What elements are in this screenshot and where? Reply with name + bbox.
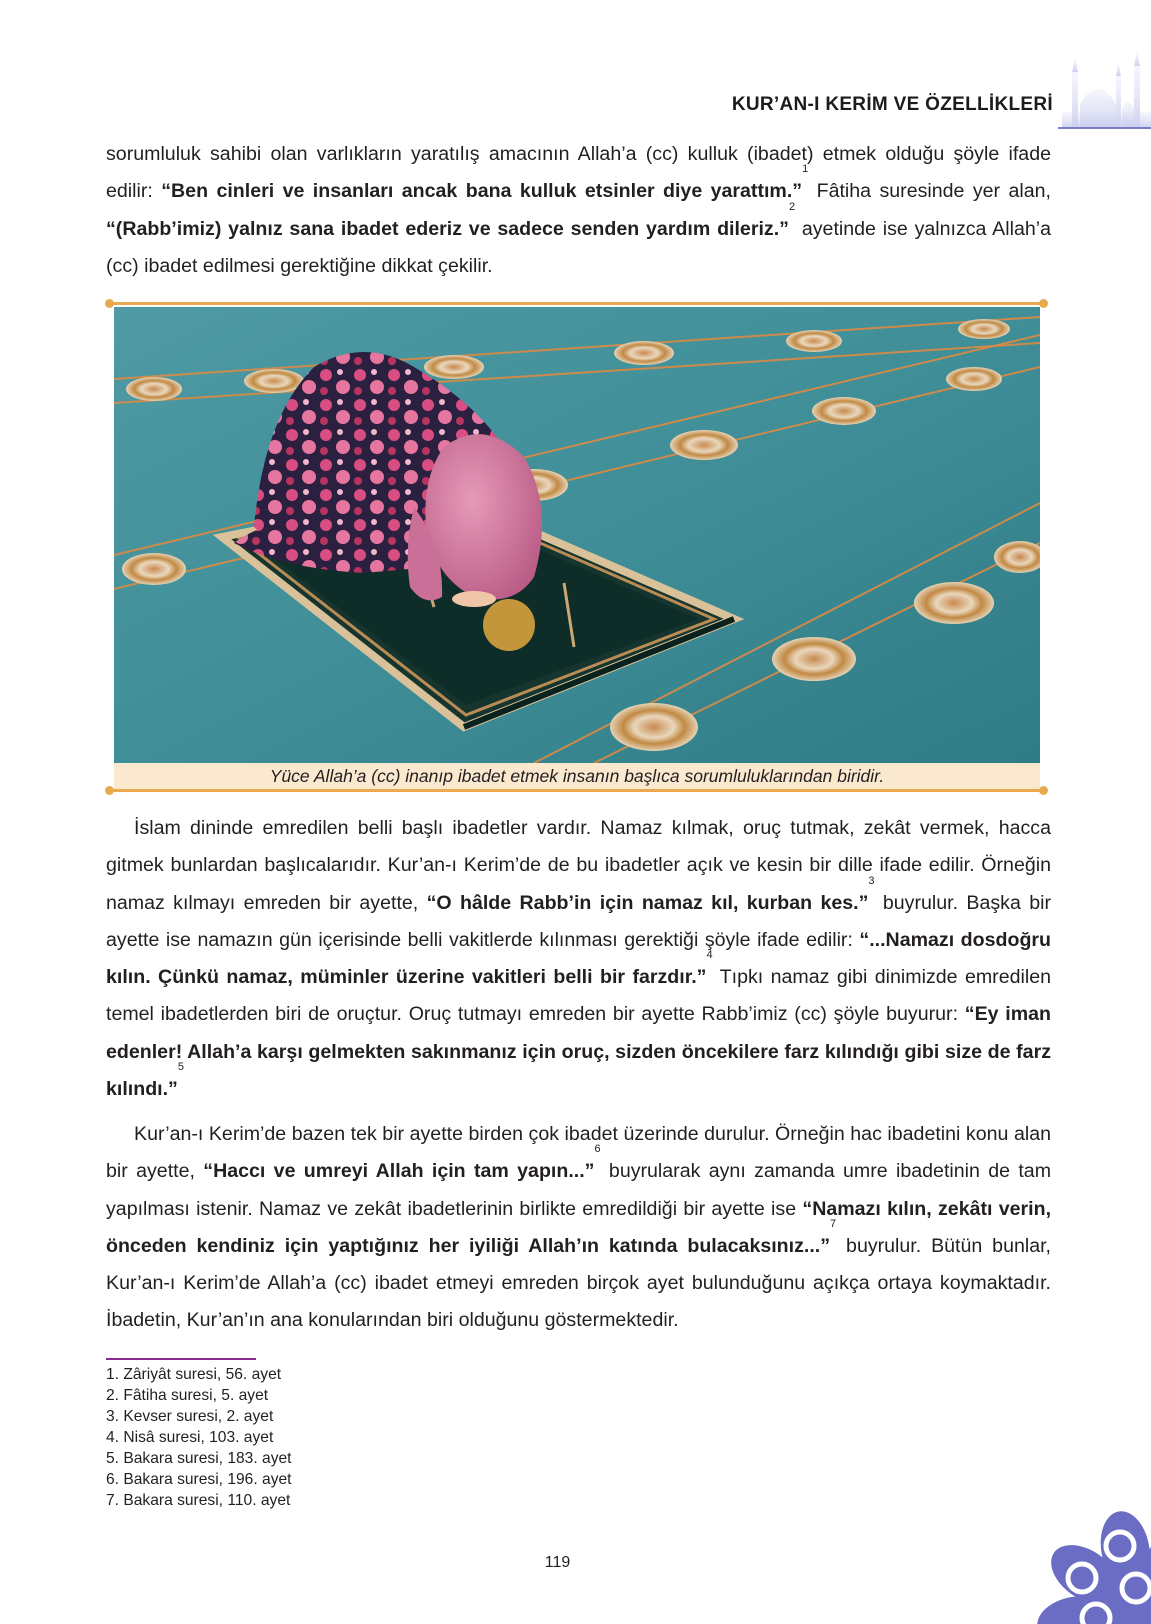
frame-dot bbox=[105, 786, 114, 795]
quote-kevser: “O hâlde Rabb’in için namaz kıl, kurban kes.” bbox=[426, 891, 869, 914]
figure-caption: Yüce Allah’a (cc) inanıp ibadet etmek insanın başlıca sorumluluklarından biridir. bbox=[114, 763, 1040, 789]
mosque-silhouette-icon bbox=[1062, 52, 1151, 128]
frame-dot bbox=[105, 299, 114, 308]
worship-paragraph: İslam dininde emredilen belli başlı ibadetler vardır. Namaz kılmak, oruç tutmak, zekât vermek, hacca gitmek bunlardan başlıcalarıdır. Kur’an-ı Kerim’de de bu ibadetler açık ve kesin bir dille ifade edilir. Örneğin namaz kılmayı emreden bir ayette, “O hâlde Rabb’in için namaz kıl, kurban kes.”$^3$ buyrulur. Başka bir ayette ise namazın gün içerisinde belli vakitlerde kılınması gerektiği şöyle ifade edilir: “...Namazı dosdoğru kılın. Çünkü namaz, müminler üzerine vakitleri belli bir farzdır.”$^4$ Tıpkı namaz gibi dinimizde emredilen temel ibadetlerden biri de oruçtur. Oruç tutmayı emreden bir ayette Rabb’imiz (cc) şöyle buyurur: “Ey iman edenler! Allah’a karşı gelmekten sakınmanız için oruç, sizden öncekilere farz kılındığı gibi size de farz kılındı.”$^5$ bbox=[106, 817, 1052, 1101]
prayer-photo bbox=[114, 307, 1040, 763]
quote-zariyat: “Ben cinleri ve insanları ancak bana kulluk etsinler diye yarattım.” bbox=[161, 180, 803, 203]
quote-bakara-183: “Ey iman edenler! Allah’a karşı gelmekten sakınmanız için oruç, sizden öncekilere farz kılındığı gibi size de farz kılındı.” bbox=[106, 1003, 1051, 1101]
footnote-ref: 1 bbox=[802, 163, 809, 176]
footnote-item: 2. Fâtiha suresi, 5. ayet bbox=[106, 1387, 269, 1404]
footnote-ref: 7 bbox=[830, 1217, 837, 1230]
quote-bakara-196: “Haccı ve umreyi Allah için tam yapın...” bbox=[203, 1160, 595, 1183]
footnote-item: 6. Bakara suresi, 196. ayet bbox=[106, 1471, 292, 1488]
quote-fatiha: “(Rabb’imiz) yalnız sana ibadet ederiz ve sadece senden yardım dileriz.” bbox=[106, 217, 789, 240]
footnote-divider bbox=[106, 1358, 256, 1360]
frame-top-line bbox=[108, 302, 1045, 305]
frame-dot bbox=[1039, 299, 1048, 308]
intro-paragraph: sorumluluk sahibi olan varlıkların yaratılış amacının Allah’a (cc) kulluk (ibadet) etmek olduğu şöyle ifade edilir: “Ben cinleri ve insanları ancak bana kulluk etsinler diye yarattım.”$^1$ Fâtiha suresinde yer alan, “(Rabb’imiz) yalnız sana ibadet ederiz ve sadece senden yardım dileriz.”$^2$ ayetinde ise yalnızca Allah’a (cc) ibadet edilmesi gerektiğine dikkat çekilir. bbox=[106, 143, 1051, 277]
footnote-item: 4. Nisâ suresi, 103. ayet bbox=[106, 1429, 274, 1446]
photo-figure bbox=[108, 302, 1045, 792]
quote-bakara-110: “Namazı kılın, zekâtı verin, önceden kendiniz için yaptığınız her iyiliği Allah’ın katında bulacaksınız...” bbox=[106, 1197, 1052, 1257]
frame-bottom-line bbox=[108, 789, 1045, 792]
footnote-item: 5. Bakara suresi, 183. ayet bbox=[106, 1450, 292, 1467]
footnote-ref: 3 bbox=[868, 874, 875, 887]
footnote-ref: 4 bbox=[706, 949, 713, 962]
footnote-item: 3. Kevser suresi, 2. ayet bbox=[106, 1408, 274, 1425]
footnote-list bbox=[106, 1364, 292, 1511]
footnote-item: 7. Bakara suresi, 110. ayet bbox=[106, 1492, 291, 1509]
quote-nisa: “...Namazı dosdoğru kılın. Çünkü namaz, müminler üzerine vakitleri belli bir farzdır.” bbox=[106, 928, 1052, 989]
footnote-ref: 5 bbox=[177, 1061, 184, 1074]
flower-ornament-icon bbox=[1036, 1500, 1151, 1624]
footnote-item: 1. Zâriyât suresi, 56. ayet bbox=[106, 1366, 282, 1383]
footnote-ref: 6 bbox=[594, 1143, 601, 1156]
frame-dot bbox=[1039, 786, 1048, 795]
hajj-paragraph: Kur’an-ı Kerim’de bazen tek bir ayette birden çok ibadet üzerinde durulur. Örneğin hac ibadetini konu alan bir ayette, “Haccı ve umreyi Allah için tam yapın...”$^6$ buyrularak aynı zamanda umre ibadetinin de tam yapılması istenir. Namaz ve zekât ibadetlerinin birlikte emredildiği bir ayette ise “Namazı kılın, zekâtı verin, önceden kendiniz için yaptığınız her iyiliği Allah’ın katında bulacaksınız...”$^7$ buyrulur. Bütün bunlar, Kur’an-ı Kerim’de Allah’a (cc) ibadet etmeyi emreden birçok ayet bulunduğunu açıkça ortaya koymaktadır. İbadetin, Kur’an’ın ana konularından biri olduğunu göstermektedir. bbox=[106, 1123, 1052, 1332]
chapter-title: KUR’AN-I KERİM VE ÖZELLİKLERİ bbox=[731, 94, 1053, 115]
footnote-ref: 2 bbox=[788, 200, 796, 213]
header-divider bbox=[1058, 127, 1151, 129]
page-number: 119 bbox=[544, 1554, 571, 1571]
